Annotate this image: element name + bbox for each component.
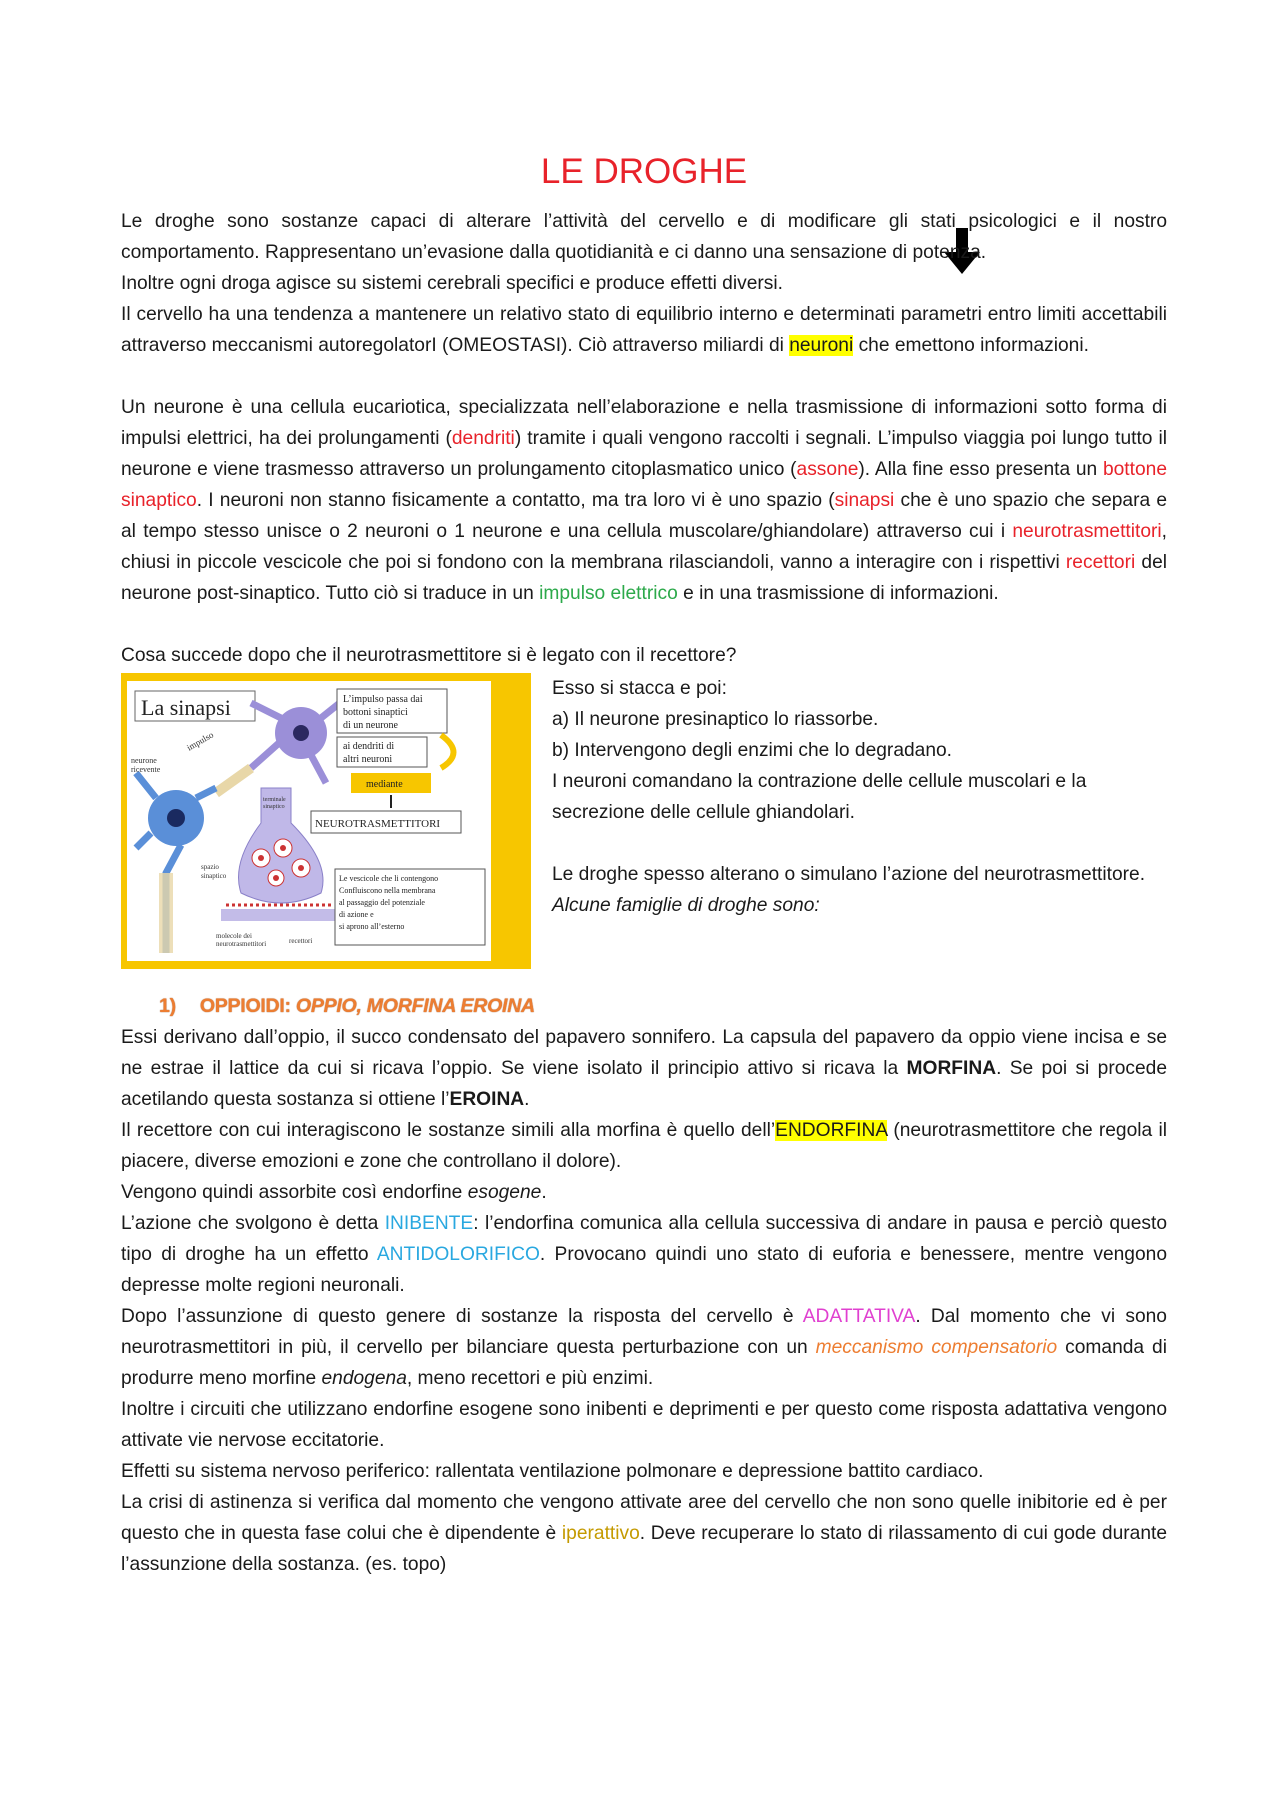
svg-text:impulso: impulso — [185, 729, 216, 753]
svg-text:Le vescicole che li contengono: Le vescicole che li contengono — [339, 874, 439, 883]
figure-side-text: Esso si stacca e poi: a) Il neurone presinaptico lo riassorbe. b) Intervengono degli enzimi che lo degradano. I neuroni comandano la contrazione delle cellule muscolari e la secrezione delle cellule ghiandolari. Le droghe spesso alterano o simulano l’azione del neurotrasmettitore. Alcune famiglie di droghe sono: — [552, 671, 1167, 969]
svg-text:NEUROTRASMETTITORI: NEUROTRASMETTITORI — [315, 818, 441, 830]
svg-text:Confluiscono nella membrana: Confluiscono nella membrana — [339, 886, 436, 895]
list-item-b: b) Intervengono degli enzimi che lo degradano. — [552, 740, 953, 761]
oppioidi-paragraph-7: Effetti su sistema nervoso periferico: rallentata ventilazione polmonare e depressione battito cardiaco. — [121, 1461, 984, 1482]
figure-title: La sinapsi — [141, 695, 231, 720]
svg-text:di azione e: di azione e — [339, 910, 374, 919]
question-line: Cosa succede dopo che il neurotrasmettitore si è legato con il recettore? — [121, 645, 737, 666]
svg-text:ricevente: ricevente — [131, 765, 161, 774]
oppioidi-paragraph-2: Il recettore con cui interagiscono le sostanze simili alla morfina è quello dell’ENDORFINA (neurotrasmettitore che regola il piacere, diverse emozioni e zone che controllano il dolore). — [121, 1120, 1167, 1172]
svg-text:neurotrasmettitori: neurotrasmettitori — [216, 940, 267, 948]
svg-text:di un neurone: di un neurone — [343, 720, 398, 731]
oppioidi-paragraph-5: Dopo l’assunzione di questo genere di sostanze la risposta del cervello è ADATTATIVA. Dal momento che vi sono neurotrasmettitori in più, il cervello per bilanciare questa perturbazione con un meccanismo compensatorio comanda di produrre meno morfine endogena, meno recettori e più enzimi. — [121, 1306, 1167, 1389]
intro-paragraph-2: Inoltre ogni droga agisce su sistemi cerebrali specifici e produce effetti diversi. — [121, 273, 783, 294]
page-title: LE DROGHE — [540, 152, 748, 191]
oppioidi-paragraph-3: Vengono quindi assorbite così endorfine esogene. — [121, 1182, 547, 1203]
document-page — [121, 150, 1167, 1580]
svg-text:bottoni sinaptici: bottoni sinaptici — [343, 707, 408, 718]
svg-text:si aprono all’esterno: si aprono all’esterno — [339, 922, 405, 931]
section-heading-oppioidi: 1) OPPIOIDI: OPPIO, MORFINA EROINA — [159, 995, 535, 1017]
synapse-figure — [121, 673, 531, 969]
highlight-neuroni: neuroni — [789, 335, 854, 356]
oppioidi-paragraph-8: La crisi di astinenza si verifica dal momento che vengono attivate aree del cervello che non sono quelle inibitorie ed è per questo che in questa fase colui che è dipendente è iperattivo. Deve recuperare lo stato di rilassamento di cui gode durante l’assunzione della sostanza. (es. topo) — [121, 1492, 1168, 1575]
svg-text:al passaggio del potenziale: al passaggio del potenziale — [339, 898, 425, 907]
svg-text:altri neuroni: altri neuroni — [343, 754, 393, 765]
list-item-a: a) Il neurone presinaptico lo riassorbe. — [552, 709, 879, 730]
svg-text:molecole dei: molecole dei — [216, 932, 252, 940]
svg-text:mediante: mediante — [366, 779, 403, 790]
svg-text:neurone: neurone — [131, 756, 157, 765]
svg-text:sinaptico: sinaptico — [263, 804, 285, 810]
svg-text:recettori: recettori — [289, 937, 313, 945]
svg-text:spazio: spazio — [201, 863, 219, 871]
intro-paragraph-1: Le droghe sono sostanze capaci di alterare l’attività del cervello e di modificare gli stati psicologici e il nostro comportamento. Rappresentano un’evasione dalla quotidianità e ci danno una sensazione di potenza. — [121, 211, 1167, 263]
neuron-paragraph: Un neurone è una cellula eucariotica, specializzata nell’elaborazione e nella trasmissione di informazioni sotto forma di impulsi elettrici, ha dei prolungamenti (dendriti) tramite i quali vengono raccolti i segnali. L’impulso viaggia poi lungo tutto il neurone e viene trasmesso attraverso un prolungamento citoplasmatico unico (assone). Alla fine esso presenta un bottone sinaptico. I neuroni non stanno fisicamente a contatto, ma tra loro vi è uno spazio (sinapsi che è uno spazio che separa e al tempo stesso unisce o 2 neuroni o 1 neurone e una cellula muscolare/ghiandolare) attraverso cui i neurotrasmettitori, chiusi in piccole vescicole che poi si fondono con la membrana rilasciandoli, vanno a interagire con i rispettivi recettori del neurone post-sinaptico. Tutto ciò si traduce in un impulso elettrico e in una trasmissione di informazioni. — [121, 397, 1168, 604]
svg-text:L’impulso passa dai: L’impulso passa dai — [343, 694, 423, 705]
oppioidi-paragraph-1: Essi derivano dall’oppio, il succo condensato del papavero sonnifero. La capsula del papavero da oppio viene incisa e se ne estrae il lattice da cui si ricava l’oppio. Se viene isolato il principio attivo si ricava la MORFINA. Se poi si procede acetilando questa sostanza si ottiene l’EROINA. — [121, 1027, 1167, 1110]
oppioidi-paragraph-4: L’azione che svolgono è detta INIBENTE: l’endorfina comunica alla cellula successiva di andare in pausa e perciò questo tipo di droghe ha un effetto ANTIDOLORIFICO. Provocano quindi uno stato di euforia e benessere, mentre vengono depresse molte regioni neuronali. — [121, 1213, 1167, 1296]
intro-paragraph-3: Il cervello ha una tendenza a mantenere un relativo stato di equilibrio interno e determinati parametri entro limiti accettabili attraverso meccanismi autoregolatorI (OMEOSTASI). Ciò attraverso miliardi di neuroni che emettono informazioni. — [121, 304, 1167, 356]
svg-text:terminale: terminale — [263, 797, 286, 803]
svg-text:sinaptico: sinaptico — [201, 872, 227, 880]
oppioidi-paragraph-6: Inoltre i circuiti che utilizzano endorfine esogene sono inibenti e deprimenti e per questo come risposta adattativa vengono attivate vie nervose eccitatorie. — [121, 1399, 1167, 1451]
svg-text:ai dendriti di: ai dendriti di — [343, 741, 395, 752]
